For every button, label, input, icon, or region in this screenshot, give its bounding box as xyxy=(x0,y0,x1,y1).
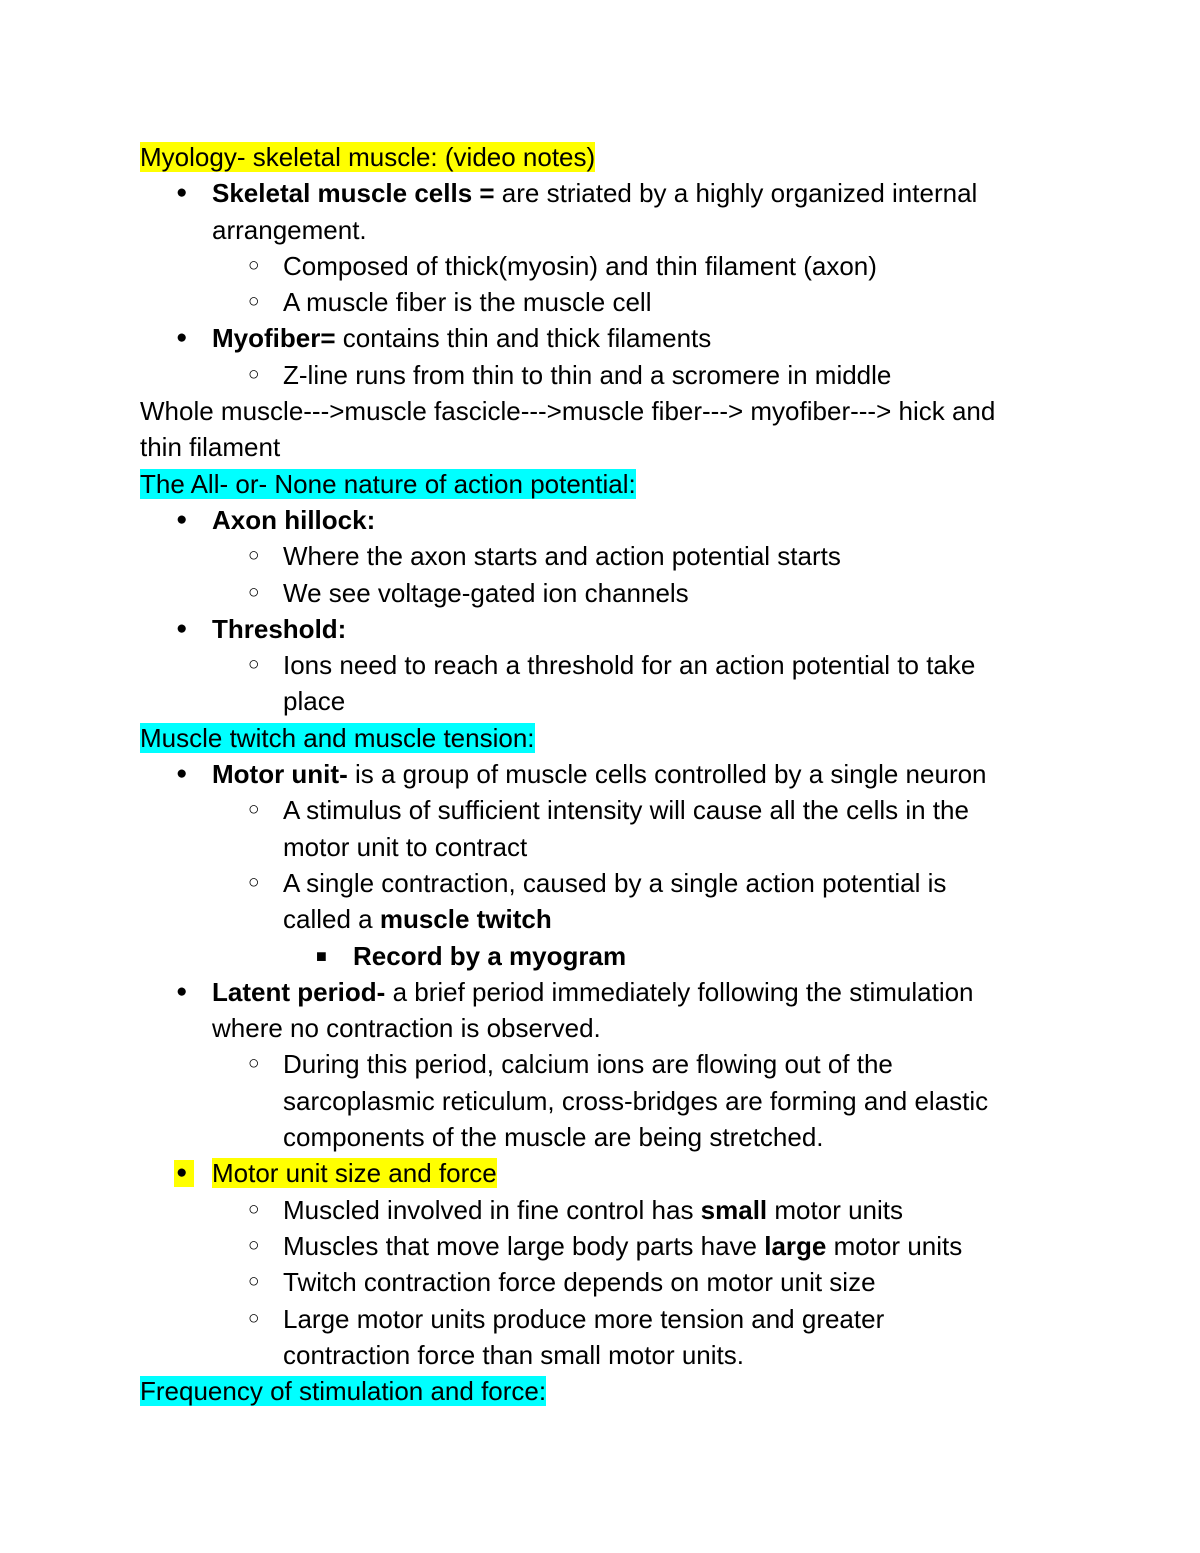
bullet-text: Muscled involved in fine control has xyxy=(283,1194,701,1225)
bullet-continuation xyxy=(140,1010,1060,1046)
bullet-text: Ions need to reach a threshold for an action potential to take xyxy=(283,650,976,681)
bullet-text: are striated by a highly organized internal xyxy=(501,178,978,209)
bullet-text: Large motor units produce more tension and greater xyxy=(283,1303,885,1334)
sub-sub-bullet-item xyxy=(140,938,1060,974)
bold-term: Record by a myogram xyxy=(353,940,627,971)
bullet-continuation xyxy=(140,212,1060,248)
sub-bullet-continuation xyxy=(140,1083,1060,1119)
paragraph-text: Whole muscle--->muscle fascicle--->muscle fiber---> myofiber---> hick and xyxy=(140,396,996,427)
bullet-text: place xyxy=(283,686,346,717)
bullet-square-icon: ■ xyxy=(316,945,327,966)
bullet-dot-icon: ● xyxy=(176,327,188,349)
sub-bullet-item xyxy=(140,1228,1060,1264)
bold-term: Latent period- xyxy=(212,976,393,1007)
bullet-circle-icon: ○ xyxy=(248,1271,260,1293)
sub-bullet-continuation xyxy=(140,829,1060,865)
bullet-text: motor units xyxy=(826,1230,963,1261)
bullet-item xyxy=(140,974,1060,1010)
heading-highlight: Muscle twitch and muscle tension: xyxy=(140,722,535,753)
bullet-text: Where the axon starts and action potential starts xyxy=(283,541,841,572)
sub-bullet-item xyxy=(140,284,1060,320)
bullet-text: Composed of thick(myosin) and thin filament (axon) xyxy=(283,250,877,281)
bullet-circle-icon: ○ xyxy=(248,363,260,385)
bullet-text: We see voltage-gated ion channels xyxy=(283,577,689,608)
sub-bullet-item xyxy=(140,575,1060,611)
bullet-text: Motor unit size and force xyxy=(212,1158,497,1189)
sub-bullet-item xyxy=(140,1301,1060,1337)
bullet-item xyxy=(140,502,1060,538)
bullet-item xyxy=(140,756,1060,792)
bullet-dot-icon: ● xyxy=(176,1162,188,1184)
sub-bullet-continuation xyxy=(140,901,1060,937)
bullet-text: Z-line runs from thin to thin and a scromere in middle xyxy=(283,359,892,390)
bullet-text: A stimulus of sufficient intensity will cause all the cells in the xyxy=(283,795,969,826)
bullet-item xyxy=(140,175,1060,211)
bullet-text: is a group of muscle cells controlled by a single neuron xyxy=(354,759,987,790)
bullet-text: contains thin and thick filaments xyxy=(342,323,712,354)
bullet-dot-icon: ● xyxy=(176,980,188,1002)
sub-bullet-continuation xyxy=(140,1337,1060,1373)
sub-bullet-item xyxy=(140,647,1060,683)
bullet-item-highlighted xyxy=(140,1155,1060,1191)
sub-bullet-item xyxy=(140,357,1060,393)
bold-term: muscle twitch xyxy=(379,904,552,935)
bullet-text: sarcoplasmic reticulum, cross-bridges are forming and elastic xyxy=(283,1085,989,1116)
bullet-text: called a xyxy=(283,904,380,935)
document-page xyxy=(140,139,1060,1409)
bullet-text: During this period, calcium ions are flowing out of the xyxy=(283,1049,893,1080)
bullet-circle-icon: ○ xyxy=(248,545,260,567)
bullet-circle-icon: ○ xyxy=(248,871,260,893)
bold-term: Motor unit- xyxy=(212,759,355,790)
section-heading xyxy=(140,1373,1060,1409)
bold-term: Myofiber= xyxy=(212,323,343,354)
sub-bullet-continuation xyxy=(140,683,1060,719)
bullet-circle-icon: ○ xyxy=(248,1307,260,1329)
bold-term: small xyxy=(700,1194,768,1225)
sub-bullet-item xyxy=(140,865,1060,901)
bullet-dot-icon: ● xyxy=(176,508,188,530)
section-heading xyxy=(140,466,1060,502)
bold-term: large xyxy=(764,1230,827,1261)
bullet-text: A muscle fiber is the muscle cell xyxy=(283,287,652,318)
bullet-circle-icon: ○ xyxy=(248,799,260,821)
paragraph-text: thin filament xyxy=(140,432,281,463)
bullet-text: where no contraction is observed. xyxy=(212,1013,601,1044)
section-heading xyxy=(140,720,1060,756)
sub-bullet-continuation xyxy=(140,1119,1060,1155)
bullet-circle-icon: ○ xyxy=(248,254,260,276)
bullet-item xyxy=(140,320,1060,356)
bullet-circle-icon: ○ xyxy=(248,1053,260,1075)
bullet-text: contraction force than small motor units. xyxy=(283,1339,744,1370)
bullet-text: arrangement. xyxy=(212,214,367,245)
bullet-dot-icon: ● xyxy=(176,763,188,785)
bullet-circle-icon: ○ xyxy=(248,581,260,603)
bullet-circle-icon: ○ xyxy=(248,291,260,313)
bullet-circle-icon: ○ xyxy=(248,654,260,676)
heading-highlight: Myology- skeletal muscle: (video notes) xyxy=(140,142,596,172)
bullet-text: Twitch contraction force depends on motor unit size xyxy=(283,1267,876,1298)
sub-bullet-item xyxy=(140,248,1060,284)
paragraph xyxy=(140,393,1060,429)
bullet-item xyxy=(140,611,1060,647)
sub-bullet-item xyxy=(140,1264,1060,1300)
bold-term: Threshold: xyxy=(212,613,347,644)
bullet-dot-icon: ● xyxy=(176,182,188,204)
bold-term: Skeletal muscle cells = xyxy=(212,178,502,209)
section-heading xyxy=(140,139,1060,175)
paragraph-continuation xyxy=(140,429,1060,465)
bullet-circle-icon: ○ xyxy=(248,1198,260,1220)
sub-bullet-item xyxy=(140,538,1060,574)
sub-bullet-item xyxy=(140,792,1060,828)
bold-term: Axon hillock: xyxy=(212,504,376,535)
bullet-text: a brief period immediately following the stimulation xyxy=(392,976,974,1007)
bullet-dot-icon: ● xyxy=(176,617,188,639)
sub-bullet-item xyxy=(140,1192,1060,1228)
bullet-text: motor unit to contract xyxy=(283,831,528,862)
heading-highlight: Frequency of stimulation and force: xyxy=(140,1376,547,1407)
bullet-text: Muscles that move large body parts have xyxy=(283,1230,765,1261)
bullet-circle-icon: ○ xyxy=(248,1234,260,1256)
bullet-text: components of the muscle are being stretched. xyxy=(283,1122,824,1153)
bullet-text: motor units xyxy=(767,1194,903,1225)
bullet-text: A single contraction, caused by a single action potential is xyxy=(283,867,947,898)
sub-bullet-item xyxy=(140,1046,1060,1082)
heading-highlight: The All- or- None nature of action potential: xyxy=(140,468,636,499)
